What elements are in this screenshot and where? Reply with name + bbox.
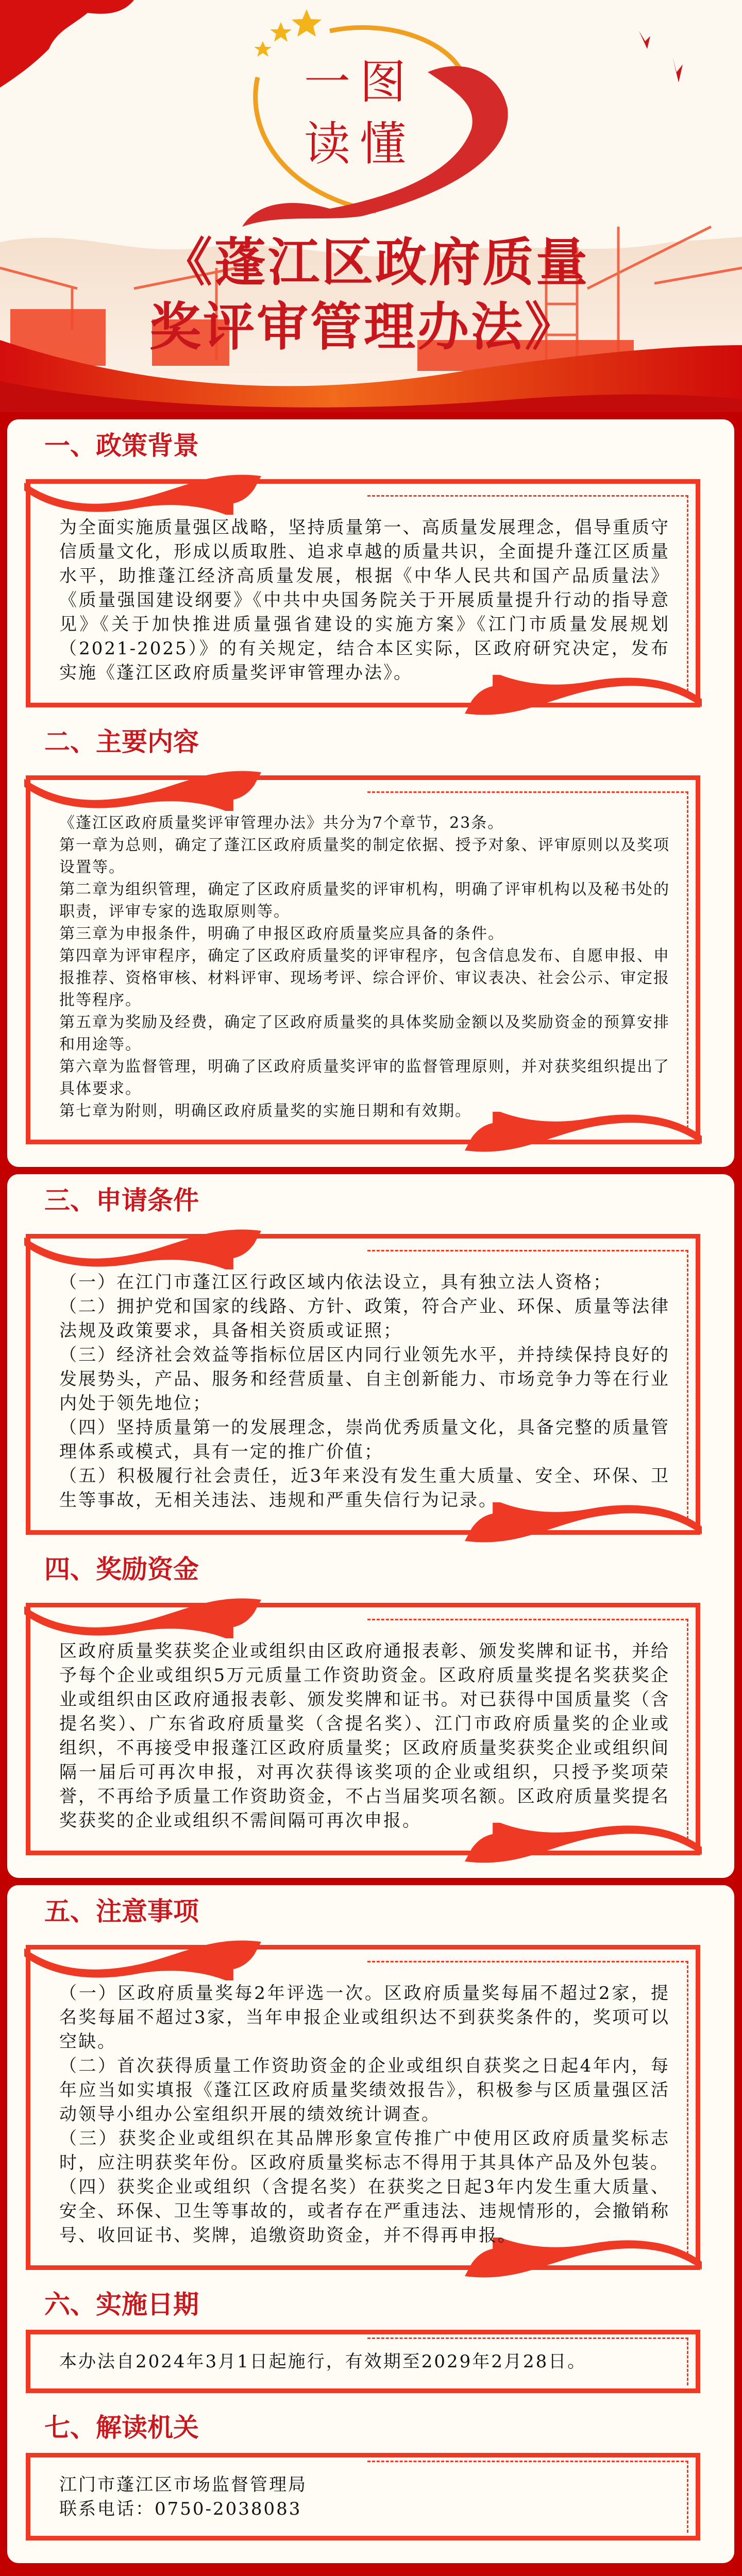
content-paragraph: 第六章为监督管理，明确了区政府质量奖评审的监督管理原则，并对获奖组织提出了具体要求。	[59, 1058, 670, 1098]
note-item: （二）首次获得质量工作资助资金的企业或组织自获奖之日起4年内，每年应当如实填报《蓬江区政府质量奖绩效报告》，积极参与区质量强区活动领导小组办公室组织开展的绩效统计调查。	[59, 2056, 670, 2125]
section-heading-interpreting-authority: 七、解读机关	[44, 2413, 199, 2443]
flag-top-left	[0, 0, 134, 88]
section-heading-application-conditions: 三、申请条件	[44, 1185, 199, 1215]
notes-list	[59, 1981, 670, 2248]
panel-conditions-and-funds	[7, 1174, 734, 1878]
content-paragraph: 第一章为总则，确定了蓬江区政府质量奖的制定依据、授予对象、评审原则以及奖项设置等。	[59, 836, 670, 876]
note-item: （三）获奖企业或组织在其品牌形象宣传推广中使用区政府质量奖标志时，应注明获奖年份。区政府质量奖标志不得用于其具体产品及外包装。	[59, 2128, 670, 2173]
reward-funds-text: 区政府质量奖获奖企业或组织由区政府通报表彰、颁发奖牌和证书，并给予每个企业或组织5万元质量工作资助资金。区政府质量奖提名奖获奖企业或组织由区政府通报表彰、颁发奖牌和证书。对已获得中国质量奖（含提名奖）、广东省政府质量奖（含提名奖）、江门市政府质量奖的企业或组织，不再接受申报蓬江区政府质量奖；区政府质量奖获奖企业或组织间隔一届后可再次申报，对再次获得该奖项的企业或组织，只授予奖项荣誉，不再给予质量工作资助资金，不占当届奖项名额。区政府质量奖提名奖获奖的企业或组织不需间隔可再次申报。	[59, 1641, 670, 1831]
reward-funds-box	[26, 1603, 700, 1855]
interpreting-authority-box	[26, 2453, 700, 2540]
condition-item: （一）在江门市蓬江区行政区域内依法设立，具有独立法人资格；	[59, 1272, 612, 1293]
page-title-line1: 《蓬江区政府质量	[161, 232, 589, 293]
content-paragraph: 第四章为评审程序，确定了区政府质量奖的评审程序，包含信息发布、自愿申报、申报推荐、资格审核、材料评审、现场考评、综合评价、审议表决、社会公示、审定报批等程序。	[59, 947, 670, 1009]
note-item: （一）区政府质量奖每2年评选一次。区政府质量奖每届不超过2家，提名奖每届不超过3家，当年申报企业或组织达不到获奖条件的，奖项可以空缺。	[59, 1983, 670, 2052]
condition-item: （二）拥护党和国家的线路、方针、政策，符合产业、环保、质量等法律法规及政策要求，具备相关资质或证照；	[59, 1296, 670, 1341]
content-paragraph: 《蓬江区政府质量奖评审管理办法》共分为7个章节，23条。	[59, 814, 504, 832]
effective-date-text: 本办法自2024年3月1日起施行，有效期至2029年2月28日。	[59, 2351, 587, 2372]
content-paragraph: 第七章为附则，明确区政府质量奖的实施日期和有效期。	[59, 1102, 471, 1120]
emblem-title-line1: 一图	[304, 55, 415, 109]
section-heading-policy-background: 一、政策背景	[44, 431, 199, 461]
effective-date-box	[26, 2330, 700, 2393]
hero-banner	[0, 0, 742, 412]
policy-background-text: 为全面实施质量强区战略，坚持质量第一、高质量发展理念，倡导重质守信质量文化，形成以质取胜、追求卓越的质量共识，全面提升蓬江区质量水平，助推蓬江经济高质量发展，根据《中华人民共和国产品质量法》《质量强国建设纲要》《中共中央国务院关于开展质量提升行动的指导意见》《关于加快推进质量强省建设的实施方案》《江门市质量发展规划（2021-2025）》的有关规定，结合本区实际，区政府研究决定，发布实施《蓬江区政府质量奖评审管理办法》。	[59, 517, 670, 683]
contact-phone: 联系电话：0750-2038083	[59, 2499, 302, 2519]
ribbon-decoration	[24, 759, 261, 811]
notes-box	[26, 1945, 700, 2270]
dove-icon	[639, 31, 683, 82]
panel-notes-date-authority	[7, 1885, 734, 2563]
content-paragraph: 第五章为奖励及经费，确定了区政府质量奖的具体奖励金额以及奖励资金的预算安排和用途等。	[59, 1013, 670, 1054]
section-heading-reward-funds: 四、奖励资金	[44, 1554, 199, 1584]
emblem-title-line2: 读懂	[304, 117, 415, 171]
section-heading-notes: 五、注意事项	[44, 1896, 199, 1926]
authority-name: 江门市蓬江区市场监督管理局	[59, 2475, 307, 2495]
ribbon-decoration	[24, 1218, 261, 1269]
ribbon-decoration	[24, 1929, 261, 1980]
application-conditions-list	[59, 1270, 670, 1513]
main-content-box	[26, 775, 700, 1144]
section-heading-effective-date: 六、实施日期	[44, 2290, 199, 2319]
note-item: （四）获奖企业或组织（含提名奖）在获奖之日起3年内发生重大质量、安全、环保、卫生等事故的，或者存在严重违法、违规情形的，会撤销称号、收回证书、奖牌，追缴资助资金，并不得再申报。	[59, 2177, 670, 2246]
star-icon	[254, 9, 322, 57]
ribbon-decoration	[24, 1587, 261, 1638]
policy-background-box	[26, 479, 700, 707]
section-heading-main-content: 二、主要内容	[44, 727, 199, 757]
content-paragraph: 第三章为申报条件，明确了申报区政府质量奖应具备的条件。	[59, 925, 504, 943]
application-conditions-box	[26, 1234, 700, 1535]
panel-policy-and-content	[7, 419, 734, 1167]
main-content-text	[59, 812, 670, 1122]
ribbon-decoration	[24, 463, 261, 515]
page-title-line2: 奖评审管理办法》	[149, 297, 578, 357]
condition-item: （四）坚持质量第一的发展理念，崇尚优秀质量文化，具备完整的质量管理体系或模式，具有一定的推广价值；	[59, 1417, 670, 1462]
authority-info	[59, 2473, 670, 2521]
condition-item: （五）积极履行社会责任，近3年来没有发生重大质量、安全、环保、卫生等事故，无相关违法、违规和严重失信行为记录。	[59, 1466, 670, 1511]
content-paragraph: 第二章为组织管理，确定了区政府质量奖的评审机构，明确了评审机构以及秘书处的职责，评审专家的选取原则等。	[59, 880, 670, 921]
condition-item: （三）经济社会效益等指标位居区内同行业领先水平，并持续保持良好的发展势头，产品、服务和经营质量、自主创新能力、市场竞争力等在行业内处于领先地位；	[59, 1345, 670, 1414]
